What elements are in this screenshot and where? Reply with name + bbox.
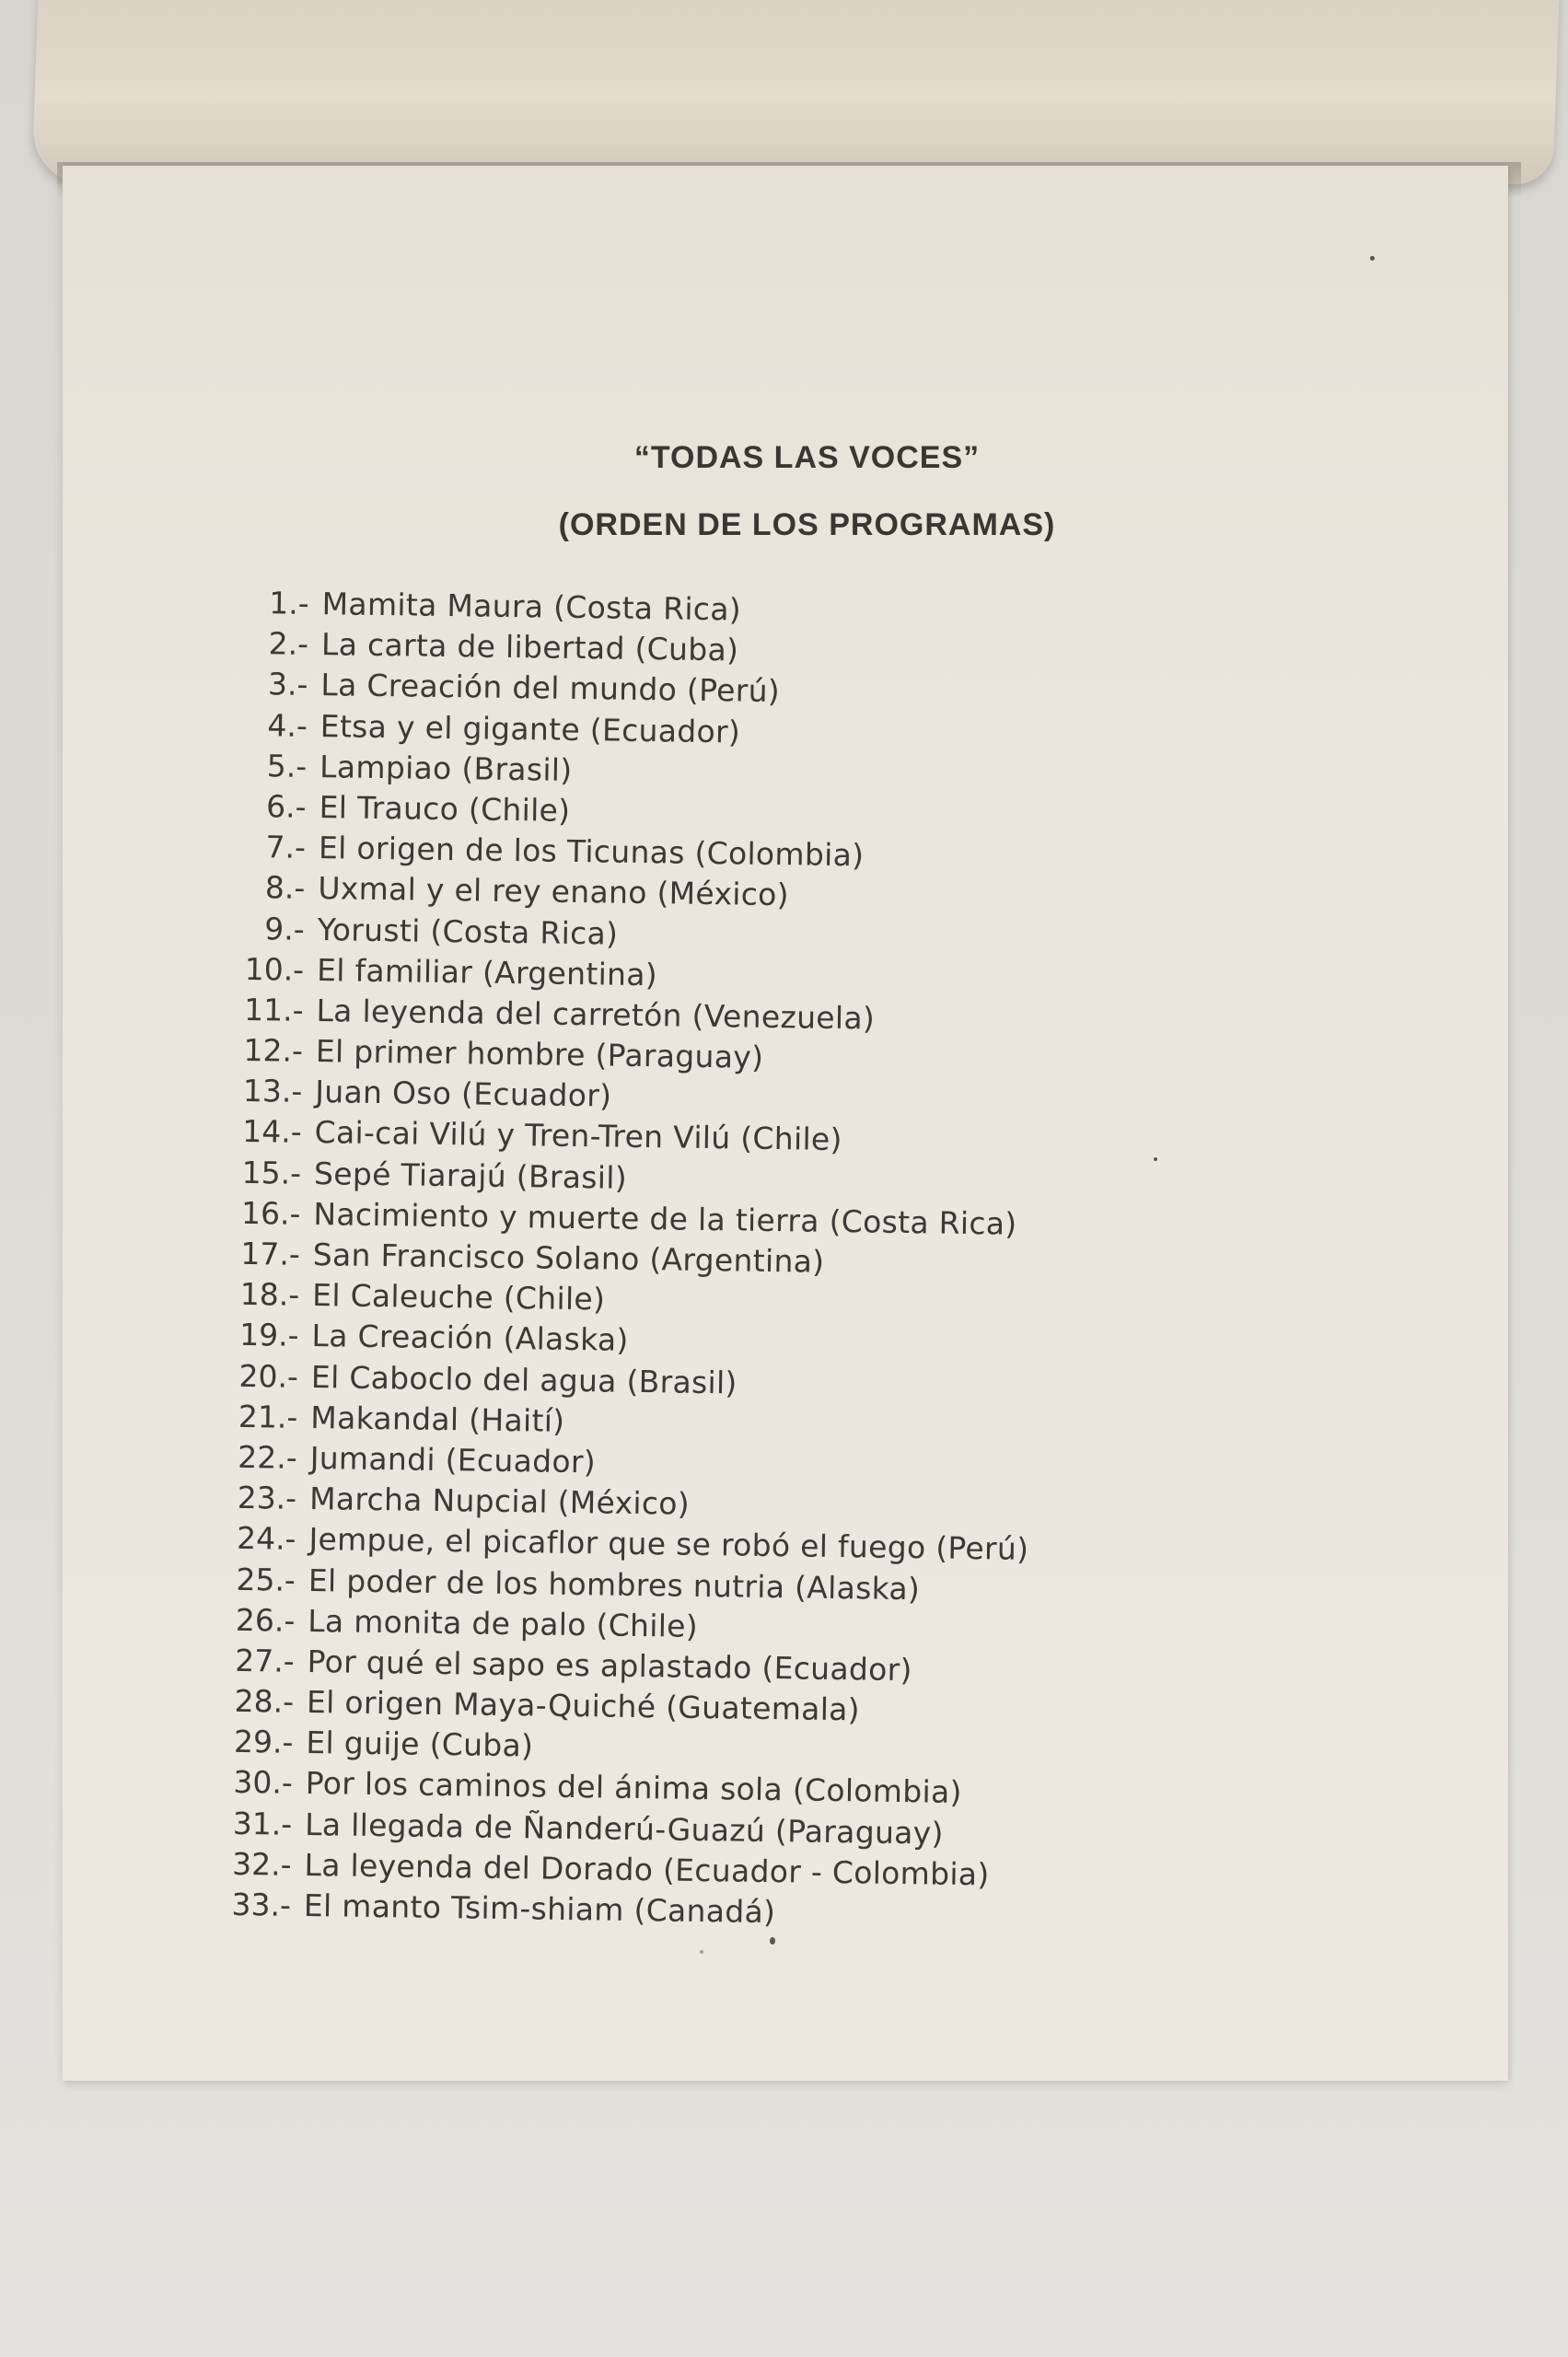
program-name: Jumandi (Ecuador) [309, 1439, 597, 1480]
program-number: 16.- [240, 1194, 301, 1232]
program-name: La llegada de Ñanderú-Guazú (Paraguay) [304, 1805, 944, 1852]
program-number: 8.- [264, 869, 306, 907]
ink-speck [1154, 1157, 1157, 1161]
program-number: 18.- [239, 1276, 300, 1314]
program-name: Jempue, el picaflor que se robó el fuego (Perú) [308, 1521, 1029, 1568]
ink-speck [770, 1937, 775, 1945]
program-number: 19.- [238, 1317, 299, 1354]
program-number: 28.- [234, 1682, 295, 1720]
document-subtitle: (ORDEN DE LOS PROGRAMAS) [558, 507, 1056, 542]
program-number: 2.- [268, 625, 309, 663]
program-name: El manto Tsim-shiam (Canadá) [303, 1887, 776, 1931]
program-number: 14.- [242, 1113, 302, 1151]
program-number: 30.- [233, 1764, 294, 1802]
program-number: 31.- [232, 1805, 293, 1842]
turned-back-page [31, 0, 1559, 184]
ink-speck [700, 1950, 703, 1954]
document-title: “TODAS LAS VOCES” [633, 440, 981, 475]
program-number: 9.- [264, 910, 306, 947]
program-number: 32.- [231, 1845, 292, 1883]
program-name: El origen Maya-Quiché (Guatemala) [306, 1684, 861, 1728]
program-number: 29.- [233, 1724, 294, 1761]
program-number: 3.- [267, 666, 308, 703]
program-name: La Creación del mundo (Perú) [320, 667, 781, 710]
program-number: 12.- [243, 1032, 304, 1069]
program-number: 21.- [238, 1398, 298, 1435]
program-number: 17.- [240, 1235, 301, 1272]
program-number: 6.- [265, 788, 307, 825]
program-name: Marcha Nupcial (México) [308, 1480, 691, 1522]
program-name: Makandal (Haití) [310, 1399, 565, 1439]
program-name: Por qué el sapo es aplastado (Ecuador) [307, 1643, 912, 1689]
program-name: El guije (Cuba) [306, 1724, 534, 1764]
program-number: 23.- [237, 1480, 297, 1516]
program-name: San Francisco Solano (Argentina) [312, 1237, 825, 1280]
program-number: 25.- [236, 1561, 296, 1598]
program-number: 15.- [241, 1154, 302, 1191]
program-name: Cai-cai Vilú y Tren-Tren Vilú (Chile) [314, 1114, 843, 1158]
program-number: 22.- [238, 1438, 298, 1476]
program-name: Yorusti (Costa Rica) [317, 911, 619, 952]
program-name: El familiar (Argentina) [316, 951, 658, 993]
program-number: 33.- [231, 1886, 292, 1923]
program-name: Lampiao (Brasil) [319, 748, 573, 788]
program-name: La leyenda del carretón (Venezuela) [316, 992, 876, 1037]
program-name: La Creación (Alaska) [311, 1318, 629, 1359]
ink-speck [1370, 256, 1375, 261]
program-list [166, 582, 1042, 1936]
program-name: El primer hombre (Paraguay) [315, 1033, 764, 1075]
program-number: 10.- [244, 950, 305, 988]
program-name: Juan Oso (Ecuador) [315, 1074, 612, 1114]
program-name: La monita de palo (Chile) [307, 1602, 699, 1644]
program-name: El poder de los hombres nutria (Alaska) [308, 1562, 921, 1607]
program-name: Sepé Tiarajú (Brasil) [313, 1155, 628, 1196]
program-number: 24.- [236, 1520, 296, 1558]
program-number: 5.- [266, 748, 308, 784]
program-name: El origen de los Ticunas (Colombia) [318, 830, 865, 874]
program-name: Uxmal y el rey enano (México) [318, 870, 790, 913]
program-name: Etsa y el gigante (Ecuador) [319, 707, 741, 750]
program-name: El Caleuche (Chile) [311, 1277, 606, 1318]
program-number: 27.- [234, 1642, 295, 1679]
program-name: Nacimiento y muerte de la tierra (Costa Rica) [313, 1195, 1017, 1242]
program-number: 13.- [242, 1073, 303, 1110]
program-name: Mamita Maura (Costa Rica) [321, 586, 742, 628]
program-name: Por los caminos del ánima sola (Colombia) [305, 1765, 962, 1811]
program-number: 7.- [265, 829, 307, 865]
program-number: 26.- [235, 1601, 296, 1639]
program-number: 1.- [269, 585, 309, 621]
program-name: El Trauco (Chile) [319, 789, 571, 829]
program-name: El Caboclo del agua (Brasil) [310, 1358, 738, 1401]
program-name: La leyenda del Dorado (Ecuador - Colombia) [304, 1846, 990, 1893]
program-name: La carta de libertad (Cuba) [320, 626, 739, 668]
program-number: 11.- [243, 991, 304, 1028]
program-number: 4.- [267, 706, 308, 744]
program-number: 20.- [238, 1357, 299, 1395]
